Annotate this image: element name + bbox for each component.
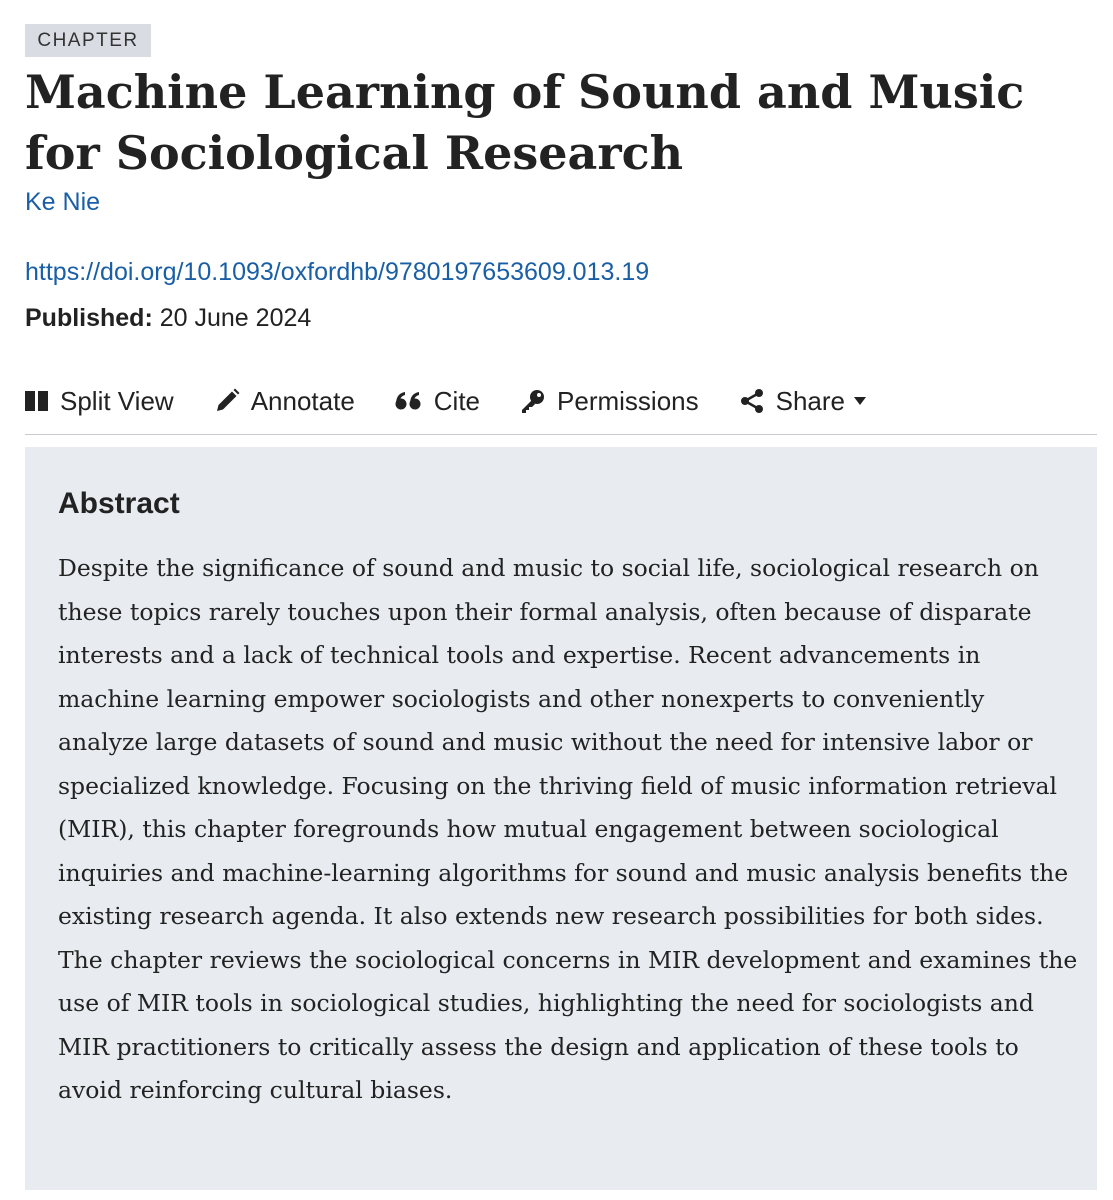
chapter-tag: CHAPTER (25, 24, 151, 57)
permissions-button[interactable] (520, 380, 699, 422)
quote-icon (395, 390, 423, 412)
abstract-text: Despite the significance of sound and music to social life, sociological research on these topics rarely touches upon their formal analysis, often because of disparate interests and a lack of technical tools and expertise. Recent advancements in machine learning empower sociologists and other nonexperts to conveniently analyze large datasets of sound and music without the need for intensive labor or specialized knowledge. Focusing on the thriving field of music information retrieval (MIR), this chapter foregrounds how mutual engagement between sociological inquiries and machine-learning algorithms for sound and music analysis benefits the existing research agenda. It also extends new research possibilities for both sides. The chapter reviews the sociological concerns in MIR development and examines the use of MIR tools in sociological studies, highlighting the need for sociologists and MIR practitioners to critically assess the design and application of these tools to avoid reinforcing cultural biases. (58, 554, 1078, 1104)
abstract-heading: Abstract (58, 487, 180, 520)
split-view-icon (25, 390, 49, 412)
share-label: Share (775, 385, 846, 416)
abstract-section (25, 447, 1097, 1190)
caret-down-icon (853, 396, 867, 406)
published-label: Published: (25, 304, 153, 332)
author-link[interactable]: Ke Nie (25, 188, 101, 216)
permissions-label: Permissions (557, 385, 699, 416)
cite-button[interactable] (395, 380, 480, 422)
split-view-button[interactable] (25, 380, 174, 422)
split-view-label: Split View (60, 385, 174, 416)
published-date (25, 304, 311, 333)
pencil-icon (214, 388, 240, 414)
doi-link[interactable]: https://doi.org/10.1093/oxfordhb/9780197653609.013.19 (25, 258, 650, 286)
next-section-cutoff (25, 1190, 1097, 1200)
annotate-button[interactable] (214, 380, 355, 422)
published-value: 20 June 2024 (159, 304, 312, 332)
page-title: Machine Learning of Sound and Music for Sociological Research (25, 65, 1025, 180)
key-icon (520, 388, 546, 414)
article-toolbar (25, 380, 1097, 435)
annotate-label: Annotate (250, 385, 355, 416)
share-button[interactable] (739, 380, 867, 422)
share-icon (739, 388, 765, 414)
cite-label: Cite (433, 385, 481, 416)
